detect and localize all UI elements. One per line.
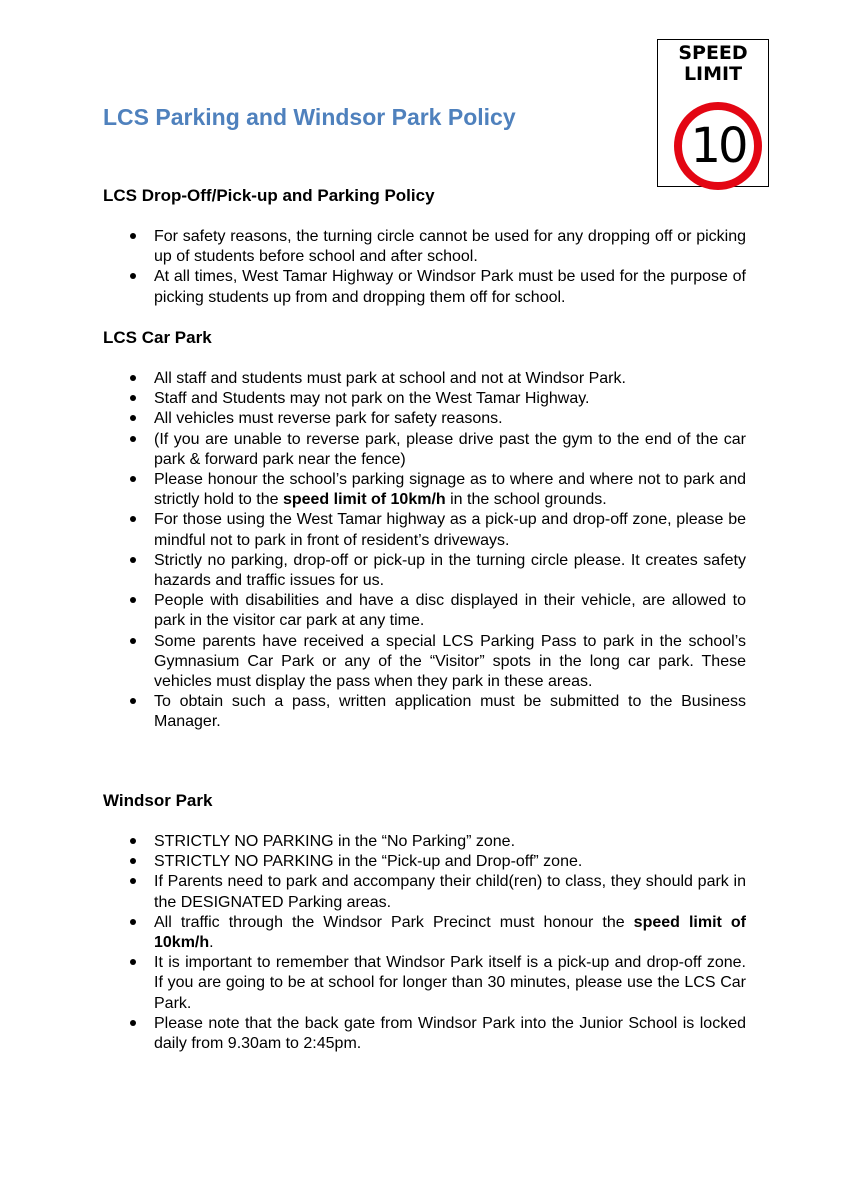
list-item: [103, 591, 746, 631]
speed-limit-number: 10: [690, 118, 746, 174]
section-heading: LCS Car Park: [103, 328, 212, 347]
list-item: [103, 1014, 746, 1054]
bullet-icon: [130, 919, 136, 925]
list-item-text: All traffic through the Windsor Park Precinct must honour the: [154, 913, 634, 931]
list-item: [103, 470, 746, 510]
list-item: [103, 832, 746, 852]
list-item-text-tail: in the school grounds.: [445, 491, 607, 509]
bullet-icon: [130, 597, 136, 603]
list-item: [103, 227, 746, 267]
list-item: [103, 551, 746, 591]
list-item: [103, 632, 746, 693]
list-item-text: If Parents need to park and accompany their child(ren) to class, they should park in the DESIGNATED Parking areas.: [154, 873, 746, 911]
list-item-text: (If you are unable to reverse park, please drive past the gym to the end of the car park & forward park near the fence): [154, 430, 746, 468]
list-item-text: It is important to remember that Windsor Park itself is a pick-up and drop-off zone. If you are going to be at school for longer than 30 minutes, please use the LCS Car Park.: [154, 954, 746, 1012]
bullet-icon: [130, 273, 136, 279]
list-item-text: Please note that the back gate from Windsor Park into the Junior School is locked daily from 9.30am to 2:45pm.: [154, 1014, 746, 1053]
list-item: [103, 872, 746, 912]
sign-line-2: LIMIT: [683, 63, 743, 85]
list-item: [103, 852, 746, 872]
list-item-text: Staff and Students may not park on the West Tamar Highway.: [154, 390, 590, 408]
list-item: [103, 369, 746, 389]
list-item: [103, 692, 746, 732]
speed-limit-sign: [657, 39, 769, 187]
bullet-icon: [130, 375, 136, 381]
list-item-text: For safety reasons, the turning circle cannot be used for any dropping off or picking up of students before school and after school.: [154, 228, 746, 266]
bullet-icon: [130, 838, 136, 844]
list-item-text: STRICTLY NO PARKING in the “No Parking” zone.: [154, 833, 516, 850]
bullet-list: [103, 832, 746, 1054]
section-drop-off-policy: [103, 185, 746, 306]
bullet-icon: [130, 557, 136, 563]
list-item: [103, 913, 746, 953]
bullet-icon: [130, 698, 136, 704]
section-windsor-park: [103, 790, 746, 1053]
bullet-icon: [130, 476, 136, 482]
list-item: [103, 267, 746, 307]
list-item: [103, 953, 746, 1014]
speed-limit-circle: [674, 102, 762, 190]
list-item: [103, 409, 746, 429]
bullet-list: [103, 227, 746, 308]
list-item-text-tail: .: [209, 934, 214, 952]
list-item-text: All vehicles must reverse park for safety reasons.: [154, 410, 503, 428]
bullet-icon: [130, 395, 136, 401]
list-item-text: STRICTLY NO PARKING in the “Pick-up and Drop-off” zone.: [154, 853, 583, 871]
bullet-icon: [130, 516, 136, 522]
list-item: [103, 389, 746, 409]
sign-line-1: SPEED: [678, 42, 748, 64]
bullet-icon: [130, 415, 136, 421]
list-item-text: At all times, West Tamar Highway or Windsor Park must be used for the purpose of picking students up from and dropping them off for school.: [154, 268, 746, 306]
speed-limit-emphasis: speed limit of 10km/h: [282, 491, 446, 509]
list-item: [103, 430, 746, 470]
bullet-list: [103, 369, 746, 733]
section-heading: Windsor Park: [103, 791, 213, 810]
page-title: LCS Parking and Windsor Park Policy: [103, 104, 516, 130]
list-item: [103, 510, 746, 550]
section-heading: LCS Drop-Off/Pick-up and Parking Policy: [103, 186, 435, 205]
list-item-text: Please honour the school’s parking signage as to where and where not to park and strictly hold to the: [154, 471, 746, 509]
list-item-text: For those using the West Tamar highway as a pick-up and drop-off zone, please be mindful not to park in front of resident’s driveways.: [154, 511, 746, 549]
list-item-text: Strictly no parking, drop-off or pick-up in the turning circle please. It creates safety hazards and traffic issues for us.: [154, 551, 746, 590]
bullet-icon: [130, 436, 136, 442]
section-lcs-car-park: [103, 327, 746, 731]
speed-limit-emphasis: speed limit of 10km/h: [154, 913, 746, 952]
list-item-text: To obtain such a pass, written application must be submitted to the Business Manager.: [154, 693, 746, 731]
list-item-text: All staff and students must park at school and not at Windsor Park.: [154, 370, 626, 387]
list-item-text: People with disabilities and have a disc displayed in their vehicle, are allowed to park in the visitor car park at any time.: [154, 592, 746, 630]
bullet-icon: [130, 638, 136, 644]
bullet-icon: [130, 233, 136, 239]
list-item-text: Some parents have received a special LCS Parking Pass to park in the school’s Gymnasium Car Park or any of the “Visitor” spots in the long car park. These vehicles must display the pass when they park in these areas.: [154, 632, 746, 691]
bullet-icon: [130, 959, 136, 965]
sign-text: [658, 43, 768, 85]
bullet-icon: [130, 858, 136, 864]
bullet-icon: [130, 878, 136, 884]
bullet-icon: [130, 1020, 136, 1026]
